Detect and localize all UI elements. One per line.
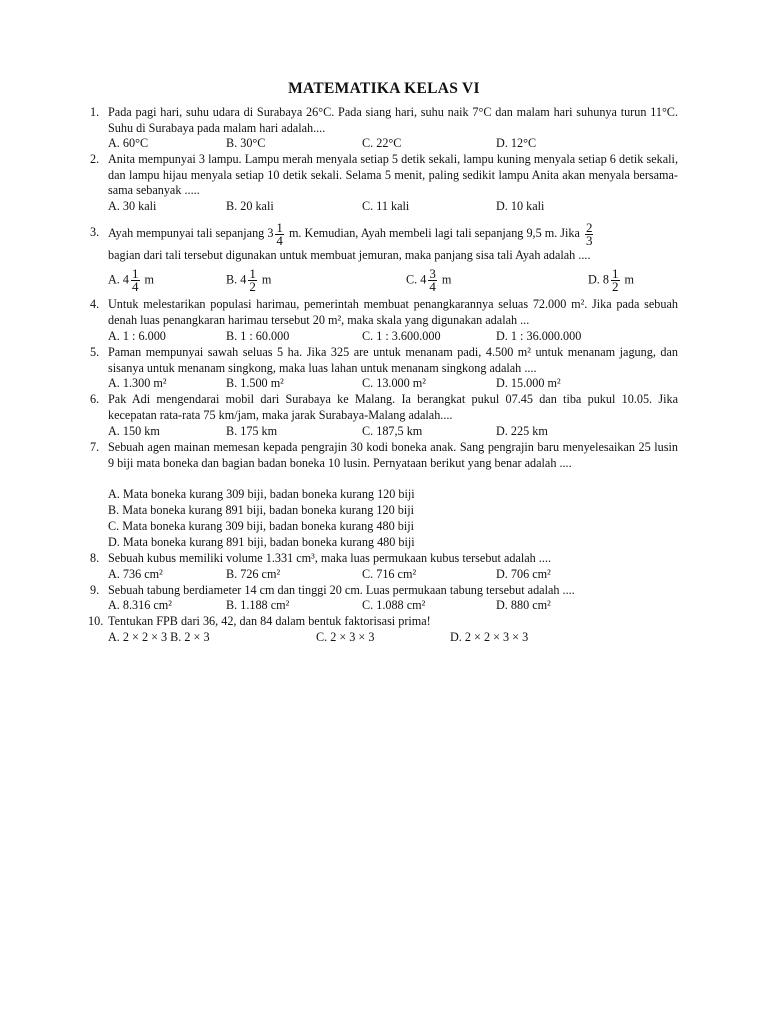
option-a: A. 736 cm² xyxy=(108,567,163,581)
option-ab: A. 2 × 2 × 3 B. 2 × 3 xyxy=(108,630,210,644)
question-text: Untuk melestarikan populasi harimau, pemerintah membuat penangkarannya seluas 72.000 m². Jika pada sebuah denah luas penangkaran harimau tersebut 20 m², maka skala yang digunakan adalah ... xyxy=(108,297,678,327)
option-b: B. 726 cm² xyxy=(226,567,281,581)
option-b: B. 30°C xyxy=(226,136,266,150)
option-b xyxy=(226,268,271,293)
fraction-denominator: 3 xyxy=(585,232,593,248)
fraction-numerator: 1 xyxy=(612,266,619,281)
option-unit: m xyxy=(144,272,155,287)
fraction-denominator: 4 xyxy=(429,279,436,294)
option-d xyxy=(588,268,634,293)
question-3 xyxy=(90,218,678,248)
question-6 xyxy=(90,392,678,423)
option-c: C. 13.000 m² xyxy=(362,376,426,390)
option-unit: m xyxy=(624,272,635,287)
options-6 xyxy=(108,424,678,440)
question-text-part: m. Kemudian, Ayah membeli lagi tali sepanjang 9,5 m. Jika xyxy=(288,226,580,240)
question-9 xyxy=(90,583,678,599)
question-text-part: Ayah mempunyai tali sepanjang xyxy=(108,226,265,240)
mixed-number-whole: 3 xyxy=(267,226,274,240)
question-number: 7. xyxy=(90,440,100,454)
question-3-continued xyxy=(90,248,678,264)
option-c: C. 1 : 3.600.000 xyxy=(362,329,441,343)
mixed-number-whole: 4 xyxy=(240,272,247,287)
question-text xyxy=(108,218,678,248)
option-a: A. 1.300 m² xyxy=(108,376,167,390)
fraction xyxy=(275,219,284,248)
option-a: A. 60°C xyxy=(108,136,149,150)
question-text: Sebuah agen mainan memesan kepada pengrajin 30 kodi boneka anak. Sang pengrajin baru menyelesaikan 25 lusin 9 biji mata boneka dan bagian badan boneka 10 lusin. Pernyataan berikut yang benar adalah .... xyxy=(108,440,678,470)
options-9 xyxy=(108,598,678,614)
fraction-denominator: 2 xyxy=(612,279,619,294)
question-text: Pak Adi mengendarai mobil dari Surabaya ke Malang. Ia berangkat pukul 07.45 dan tiba pukul 10.05. Jika kecepatan rata-rata 75 km/jam, maka jarak Surabaya-Malang adalah.... xyxy=(108,392,678,422)
option-d: D. Mata boneka kurang 891 biji, badan boneka kurang 480 biji xyxy=(108,535,415,549)
question-text: Pada pagi hari, suhu udara di Surabaya 26°C. Pada siang hari, suhu naik 7°C dan malam hari suhunya turun 11°C. Suhu di Surabaya pada malam hari adalah.... xyxy=(108,105,678,135)
question-number: 4. xyxy=(90,297,100,311)
question-8 xyxy=(90,551,678,567)
option-unit: m xyxy=(441,272,452,287)
option-c: C. 22°C xyxy=(362,136,402,150)
question-number: 5. xyxy=(90,345,100,359)
option-c: C. 187,5 km xyxy=(362,424,423,438)
fraction-numerator: 3 xyxy=(429,266,436,281)
question-number: 2. xyxy=(90,152,100,166)
option-a: A. 1 : 6.000 xyxy=(108,329,166,343)
option-d: D. 880 cm² xyxy=(496,598,551,612)
mixed-number-whole: 4 xyxy=(122,272,129,287)
fraction-numerator: 1 xyxy=(276,219,283,235)
fraction-numerator: 2 xyxy=(585,219,593,235)
fraction xyxy=(611,268,620,293)
option-letter: A. xyxy=(108,272,120,287)
option-letter: B. xyxy=(226,272,238,287)
options-5 xyxy=(108,376,678,392)
question-number: 3. xyxy=(90,225,100,239)
fraction xyxy=(585,219,594,248)
option-d: D. 706 cm² xyxy=(496,567,551,581)
options-3 xyxy=(108,268,678,294)
options-8 xyxy=(108,567,678,583)
fraction xyxy=(428,268,437,293)
option-d: D. 10 kali xyxy=(496,199,545,213)
question-number: 1. xyxy=(90,105,100,119)
option-a: A. 150 km xyxy=(108,424,160,438)
question-text: Anita mempunyai 3 lampu. Lampu merah menyala setiap 5 detik sekali, lampu kuning menyala setiap 6 detik sekali, dan lampu hijau menyala setiap 10 detik sekali. Selama 5 menit, paling sedikit lampu Anita akan menyala bersama-sama sebanyak ..... xyxy=(108,152,678,198)
fraction-denominator: 4 xyxy=(276,232,283,248)
option-b: B. Mata boneka kurang 891 biji, badan boneka kurang 120 biji xyxy=(108,503,414,517)
question-number: 8. xyxy=(90,551,100,565)
question-number: 6. xyxy=(90,392,100,406)
mixed-number-whole: 8 xyxy=(602,272,609,287)
option-a: A. 30 kali xyxy=(108,199,157,213)
question-text: Sebuah tabung berdiameter 14 cm dan tinggi 20 cm. Luas permukaan tabung tersebut adalah .... xyxy=(108,583,575,597)
option-c: C. Mata boneka kurang 309 biji, badan boneka kurang 480 biji xyxy=(108,519,414,533)
options-1 xyxy=(108,136,678,152)
option-c xyxy=(406,268,451,293)
question-text: Sebuah kubus memiliki volume 1.331 cm³, maka luas permukaan kubus tersebut adalah .... xyxy=(108,551,551,565)
question-7 xyxy=(90,440,678,471)
question-number: 10. xyxy=(88,614,104,628)
document-title: MATEMATIKA KELAS VI xyxy=(288,80,480,97)
fraction xyxy=(131,268,140,293)
option-c: C. 716 cm² xyxy=(362,567,417,581)
option-b: B. 1.188 cm² xyxy=(226,598,290,612)
question-4 xyxy=(90,297,678,328)
fraction-numerator: 1 xyxy=(132,266,139,281)
option-c: C. 11 kali xyxy=(362,199,410,213)
option-b: B. 175 km xyxy=(226,424,278,438)
question-5 xyxy=(90,345,678,376)
fraction xyxy=(248,268,257,293)
question-2 xyxy=(90,152,678,199)
option-d: D. 225 km xyxy=(496,424,548,438)
options-4 xyxy=(108,329,678,345)
option-d: D. 15.000 m² xyxy=(496,376,561,390)
option-letter: C. xyxy=(406,272,418,287)
option-b: B. 1 : 60.000 xyxy=(226,329,290,343)
options-10 xyxy=(108,630,678,646)
option-a: A. Mata boneka kurang 309 biji, badan boneka kurang 120 biji xyxy=(108,487,415,501)
question-text: Tentukan FPB dari 36, 42, dan 84 dalam bentuk faktorisasi prima! xyxy=(108,614,431,628)
option-a xyxy=(108,268,154,293)
question-text-part: bagian dari tali tersebut digunakan untuk membuat jemuran, maka panjang sisa tali Ayah adalah .... xyxy=(108,248,591,262)
option-c: C. 2 × 3 × 3 xyxy=(316,630,375,644)
options-2 xyxy=(108,199,678,215)
option-a: A. 8.316 cm² xyxy=(108,598,172,612)
question-1 xyxy=(90,105,678,136)
option-d: D. 2 × 2 × 3 × 3 xyxy=(450,630,529,644)
question-number: 9. xyxy=(90,583,100,597)
option-d: D. 1 : 36.000.000 xyxy=(496,329,582,343)
option-b: B. 1.500 m² xyxy=(226,376,284,390)
option-unit: m xyxy=(261,272,272,287)
fraction-denominator: 2 xyxy=(249,279,256,294)
question-text: Paman mempunyai sawah seluas 5 ha. Jika 325 are untuk menanam padi, 4.500 m² untuk menanam jagung, dan sisanya untuk menanam singkong, maka luas lahan untuk menanam singkong adalah .... xyxy=(108,345,678,375)
fraction-numerator: 1 xyxy=(249,266,256,281)
option-letter: D. xyxy=(588,272,600,287)
option-d: D. 12°C xyxy=(496,136,537,150)
fraction-denominator: 4 xyxy=(132,279,139,294)
option-b: B. 20 kali xyxy=(226,199,274,213)
question-10 xyxy=(90,614,678,630)
option-c: C. 1.088 cm² xyxy=(362,598,426,612)
mixed-number-whole: 4 xyxy=(420,272,427,287)
